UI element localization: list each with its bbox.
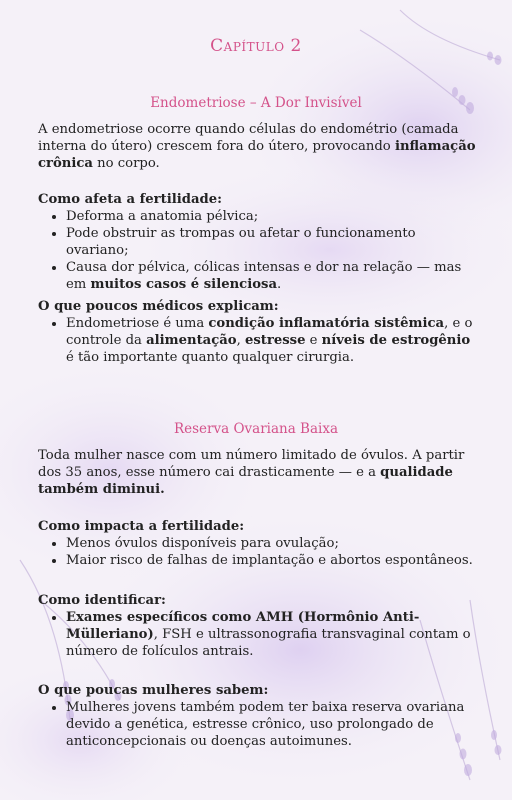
text: , bbox=[236, 333, 245, 348]
endometriose-fertility bbox=[38, 191, 476, 293]
reserva-fertility bbox=[38, 518, 476, 569]
text: , FSH e ultrassonografia transvaginal contam o número de folículos antrais. bbox=[66, 627, 471, 659]
endometriose-doctors bbox=[38, 298, 476, 366]
reserva-women bbox=[38, 682, 476, 750]
paragraph bbox=[38, 121, 476, 172]
text: Toda mulher nasce com um número limitado de óvulos. A partir dos 35 anos, esse número cai drasticamente — e a bbox=[38, 448, 465, 480]
text: no corpo. bbox=[92, 156, 160, 171]
bold-text: estresse bbox=[244, 333, 306, 348]
text: Endometriose é uma bbox=[66, 316, 209, 331]
bold-text: condição inflamatória sistêmica bbox=[208, 316, 445, 331]
subheading: Como impacta a fertilidade: bbox=[38, 519, 245, 534]
bold-text: alimentação bbox=[146, 333, 237, 348]
text: . bbox=[277, 277, 282, 292]
bold-text: Exames específicos como AMH (Hormônio Anti-Mülleriano) bbox=[66, 610, 420, 642]
text: A endometriose ocorre quando células do endométrio (camada interna do útero) crescem fora do útero, provocando bbox=[38, 122, 459, 154]
reserva-intro bbox=[38, 447, 476, 498]
list-item bbox=[66, 315, 476, 366]
subheading: O que poucos médicos explicam: bbox=[38, 299, 279, 314]
subheading: Como identificar: bbox=[38, 593, 166, 608]
bold-text: qualidade também diminui. bbox=[38, 465, 453, 497]
section-title-reserva: Reserva Ovariana Baixa bbox=[173, 421, 339, 437]
bold-text: inflamação crônica bbox=[38, 139, 476, 171]
text: é tão importante quanto qualquer cirurgia. bbox=[66, 350, 355, 365]
list-item: • Pode obstruir as trompas ou afetar o funcionamento ovariano; bbox=[66, 225, 476, 259]
chapter-heading: Capítulo 2 bbox=[210, 36, 302, 56]
section-title-endometriose: Endometriose – A Dor Invisível bbox=[150, 95, 362, 111]
subheading: Como afeta a fertilidade: bbox=[38, 192, 222, 207]
text: , e o controle da bbox=[66, 316, 473, 348]
endometriose-intro bbox=[38, 121, 476, 172]
list-item: • Mulheres jovens também podem ter baixa reserva ovariana devido a genética, estresse crônico, uso prolongado de anticoncepcionais ou doenças autoimunes. bbox=[66, 699, 476, 750]
bullet-list bbox=[38, 699, 476, 750]
list-item: • Menos óvulos disponíveis para ovulação; bbox=[66, 535, 476, 552]
list-item bbox=[66, 609, 476, 660]
text: e bbox=[305, 333, 322, 348]
bullet-list bbox=[38, 535, 476, 569]
list-item bbox=[66, 259, 476, 293]
reserva-identify bbox=[38, 592, 476, 660]
bullet-list bbox=[38, 315, 476, 366]
text: Causa dor pélvica, cólicas intensas e dor na relação — mas em bbox=[66, 260, 462, 292]
bullet-list bbox=[38, 208, 476, 293]
list-item: • Deforma a anatomia pélvica; bbox=[66, 208, 476, 225]
bullet-list bbox=[38, 609, 476, 660]
bold-text: muitos casos é silenciosa bbox=[90, 277, 277, 292]
subheading: O que poucas mulheres sabem: bbox=[38, 683, 269, 698]
list-item: • Maior risco de falhas de implantação e abortos espontâneos. bbox=[66, 552, 476, 569]
bold-text: níveis de estrogênio bbox=[321, 333, 471, 348]
paragraph bbox=[38, 447, 476, 498]
